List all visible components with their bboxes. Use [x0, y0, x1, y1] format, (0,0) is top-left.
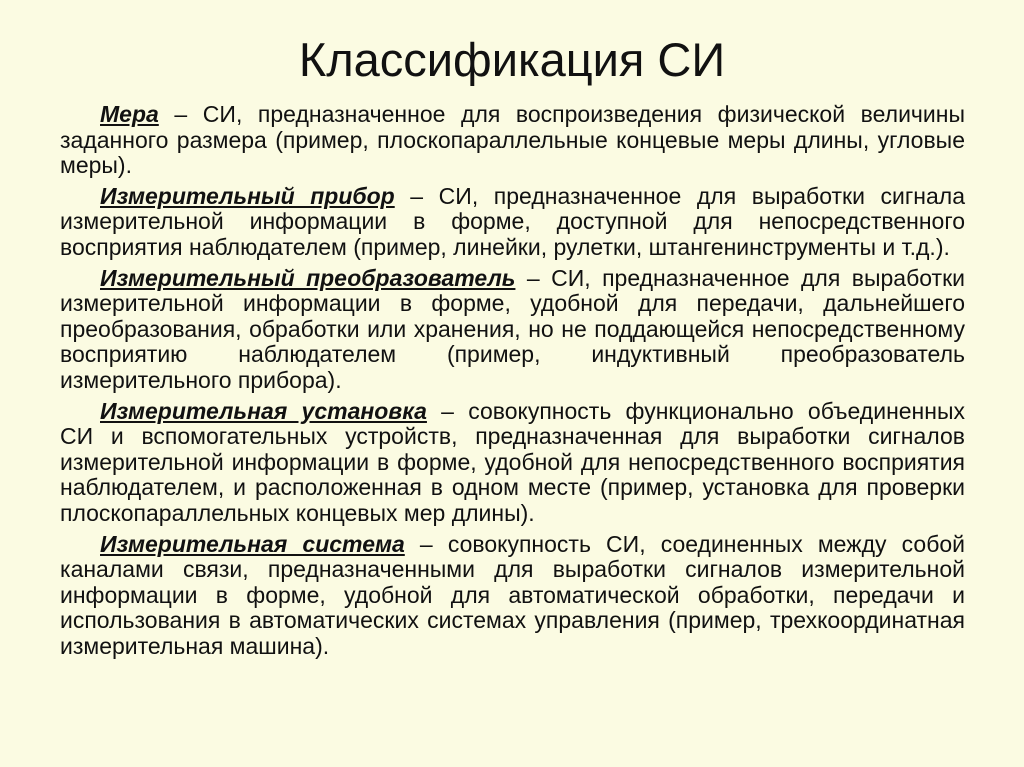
- definition-term: Измерительный преобразователь: [100, 264, 516, 291]
- definition-measuring-device: [60, 184, 965, 261]
- definitions-list: [60, 102, 965, 664]
- definition-term: Измерительный прибор: [100, 182, 395, 209]
- definition-text: – совокупность СИ, соединенных между собой каналами связи, предназначенными для выработки сигналов измерительной информации в форме, удобной для автоматической обработки, передачи и использования в автоматических системах управления (пример, трехкоординатная измерительная машина).: [60, 530, 965, 659]
- definition-measuring-system: [60, 532, 965, 660]
- definition-text: – совокупность функционально объединенных СИ и вспомогательных устройств, предназначенная для выработки сигналов измерительной информации в форме, удобной для непосредственного восприятия наблюдателем, и расположенная в одном месте (пример, установка для проверки плоскопараллельных концевых мер длины).: [60, 397, 965, 526]
- slide-title: Классификация СИ: [298, 33, 726, 86]
- definition-term: Измерительная система: [100, 530, 405, 557]
- definition-term: Измерительная установка: [100, 397, 427, 424]
- definition-measuring-transducer: [60, 266, 965, 394]
- definition-mera: [60, 102, 965, 179]
- definition-text: – СИ, предназначенное для воспроизведения физической величины заданного размера (пример, плоскопараллельные концевые меры длины, угловые меры).: [60, 101, 965, 179]
- definition-term: Мера: [100, 101, 159, 127]
- definition-text: – СИ, предназначенное для выработки измерительной информации в форме, удобной для передачи, дальнейшего преобразования, обработки или хранения, но не поддающейся непосредственному восприятию наблюдателем (пример, индуктивный преобразователь измерительного прибора).: [60, 264, 965, 393]
- definition-measuring-installation: [60, 399, 965, 527]
- definition-text: – СИ, предназначенное для выработки сигнала измерительной информации в форме, доступной для непосредственного восприятия наблюдателем (пример, линейки, рулетки, штангенинструменты и т.д.).: [60, 182, 965, 260]
